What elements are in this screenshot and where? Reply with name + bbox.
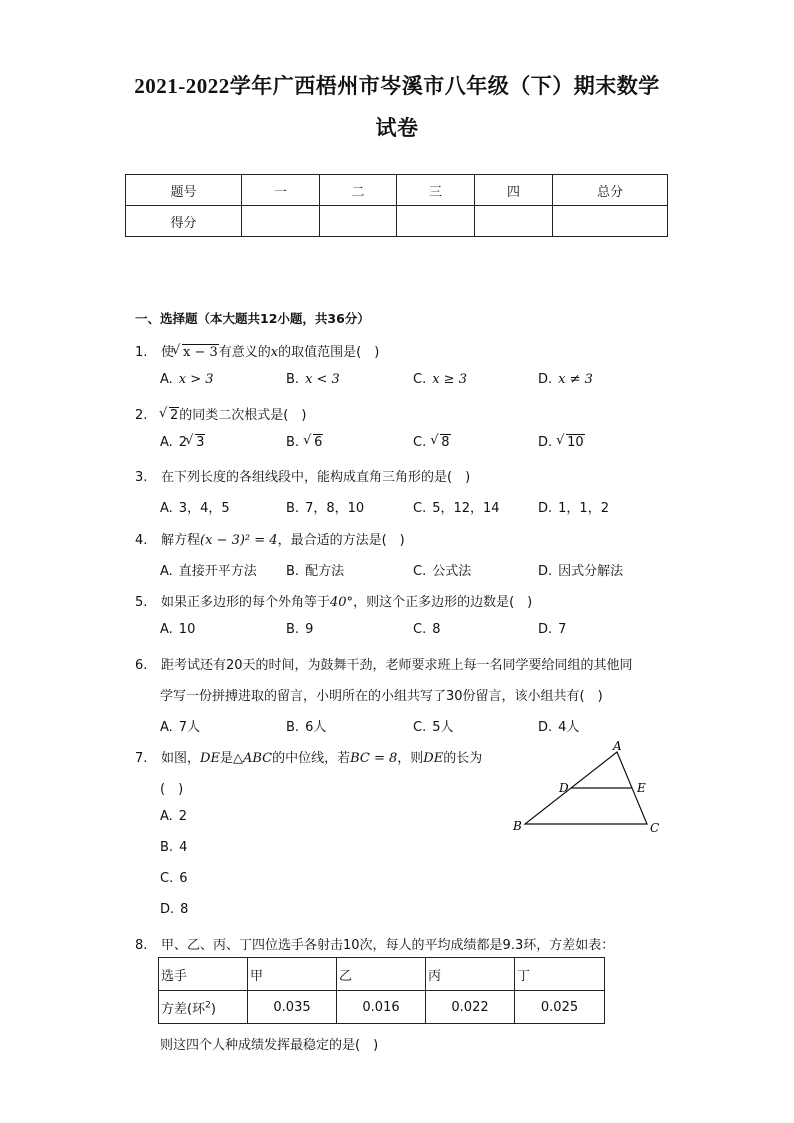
question-text: ，则这个正多边形的边数是( ) — [353, 595, 533, 610]
option-label: C. — [413, 720, 427, 735]
option-label: B. — [286, 501, 300, 516]
option-d[interactable] — [538, 716, 579, 735]
option-text: 7人 — [178, 720, 201, 735]
option-c[interactable] — [413, 560, 471, 579]
score-row-label: 得分 — [126, 206, 242, 237]
option-c[interactable] — [413, 435, 451, 450]
option-b[interactable] — [286, 560, 344, 579]
option-label: D. — [538, 501, 553, 516]
question-number: 3. — [135, 470, 148, 485]
option-a[interactable] — [160, 497, 230, 516]
option-label: A. — [160, 720, 173, 735]
option-label: C. — [413, 501, 427, 516]
option-text: 8 — [180, 902, 189, 917]
score-table-score-row — [126, 206, 668, 237]
option-b[interactable] — [286, 372, 340, 387]
question-text: ，则 — [397, 751, 424, 766]
option-text: 4人 — [558, 720, 580, 735]
option-label: D. — [160, 902, 175, 917]
option-text: 3，4，5 — [178, 501, 230, 516]
variance-table — [158, 957, 605, 1024]
option-label: B. — [286, 564, 300, 579]
triangle-figure — [505, 738, 675, 838]
option-d[interactable] — [538, 560, 623, 579]
question-number: 2. — [135, 408, 148, 423]
option-c[interactable] — [413, 716, 454, 735]
option-a[interactable] — [160, 809, 187, 824]
option-text: 8 — [432, 622, 441, 637]
variance-header-cell: 丙 — [426, 958, 515, 991]
option-label: A. — [160, 809, 173, 824]
score-header-cell: 题号 — [126, 175, 242, 206]
option-text: 7，8，10 — [305, 501, 365, 516]
score-cell — [397, 206, 475, 237]
question-text: 如图， — [161, 751, 201, 766]
option-text: x ≥ 3 — [432, 372, 467, 387]
question-number: 5. — [135, 595, 148, 610]
question-text: 如果正多边形的每个外角等于 — [161, 595, 331, 610]
variance-header-cell: 选手 — [159, 958, 248, 991]
variance-value-cell: 0.035 — [248, 991, 337, 1024]
question-text: 甲、乙、丙、丁四位选手各射击10次，每人的平均成绩都是9.3环，方差如表： — [161, 938, 615, 953]
variance-value-cell: 0.022 — [426, 991, 515, 1024]
vertex-label-c: C — [650, 821, 660, 835]
question-number: 8. — [135, 938, 148, 953]
row-label-close: ) — [210, 1001, 216, 1017]
question-number: 4. — [135, 533, 148, 548]
math-variable: ABC — [242, 751, 273, 766]
option-label: C. — [160, 871, 174, 886]
sqrt-expression — [174, 345, 219, 360]
variance-header-cell: 丁 — [515, 958, 605, 991]
radicand: x − 3 — [183, 345, 218, 360]
score-header-cell: 四 — [475, 175, 553, 206]
question-number: 6. — [135, 658, 148, 673]
question-text: 是△ — [219, 751, 243, 766]
vertex-label-d: D — [559, 781, 569, 795]
option-b[interactable] — [160, 840, 187, 855]
variance-value-row — [159, 991, 605, 1024]
option-a[interactable] — [160, 560, 257, 579]
paper-title-line-2: 试卷 — [375, 116, 419, 140]
sqrt-expression — [161, 408, 179, 423]
variance-value-cell: 0.016 — [337, 991, 426, 1024]
score-cell — [242, 206, 320, 237]
score-table — [125, 174, 668, 237]
score-cell — [320, 206, 397, 237]
question-6 — [135, 654, 633, 673]
option-label: B. — [160, 840, 174, 855]
score-header-cell: 一 — [242, 175, 320, 206]
option-text: 直接开平方法 — [178, 564, 257, 579]
option-c[interactable] — [160, 871, 188, 886]
option-text: 配方法 — [305, 564, 345, 579]
variance-row-label — [159, 991, 248, 1024]
question-text: 在下列长度的各组线段中，能构成直角三角形的是( ) — [161, 470, 471, 485]
option-c[interactable] — [413, 497, 500, 516]
sqrt-expression — [187, 435, 205, 450]
paper-title-line-1: 2021-2022学年广西梧州市岑溪市八年级（下）期末数学 — [134, 74, 660, 98]
radicand: 2 — [170, 408, 179, 423]
option-b[interactable] — [286, 497, 364, 516]
option-label: B. — [286, 720, 300, 735]
option-c[interactable] — [413, 622, 441, 637]
radicand: 6 — [314, 435, 323, 450]
option-d[interactable] — [538, 372, 593, 387]
option-label: C. — [413, 622, 427, 637]
question-7 — [135, 747, 482, 766]
question-text: 有意义的 — [218, 345, 271, 360]
option-d[interactable] — [538, 622, 566, 637]
question-1 — [135, 341, 379, 360]
sqrt-expression — [432, 435, 450, 450]
question-text: 距考试还有20天的时间，为鼓舞干劲，老师要求班上每一名同学要给同组的其他同 — [161, 658, 633, 673]
vertex-label-e: E — [637, 781, 646, 795]
option-label: B. — [286, 622, 300, 637]
score-table-header-row — [126, 175, 668, 206]
question-8 — [135, 934, 614, 953]
option-label: C. — [413, 435, 427, 450]
question-4 — [135, 529, 405, 548]
score-header-cell: 总分 — [553, 175, 668, 206]
option-text: 9 — [305, 622, 314, 637]
math-expression: BC = 8 — [350, 751, 398, 766]
option-a[interactable] — [160, 716, 200, 735]
vertex-label-b: B — [513, 819, 522, 833]
variance-header-cell: 甲 — [248, 958, 337, 991]
score-cell — [475, 206, 553, 237]
radicand: 10 — [567, 435, 584, 450]
option-text: 因式分解法 — [558, 564, 624, 579]
math-variable: x — [270, 345, 279, 360]
option-text: 公式法 — [432, 564, 472, 579]
option-label: D. — [538, 720, 553, 735]
question-text: ，最合适的方法是( ) — [277, 533, 405, 548]
variance-header-cell: 乙 — [337, 958, 426, 991]
question-number: 1. — [135, 345, 148, 360]
option-label: D. — [538, 372, 553, 387]
radicand: 8 — [441, 435, 450, 450]
option-text: 4 — [179, 840, 188, 855]
score-header-cell: 三 — [397, 175, 475, 206]
question-number: 7. — [135, 751, 148, 766]
score-cell — [553, 206, 668, 237]
question-3 — [135, 466, 470, 485]
sqrt-expression — [558, 435, 585, 450]
score-header-cell: 二 — [320, 175, 397, 206]
option-a[interactable] — [160, 622, 195, 637]
math-expression: 40° — [330, 595, 354, 610]
variance-value-cell: 0.025 — [515, 991, 605, 1024]
option-d[interactable] — [160, 902, 188, 917]
option-label: A. — [160, 622, 173, 637]
question-8-continued: 则这四个人种成绩发挥最稳定的是( ) — [160, 1038, 379, 1053]
option-c[interactable] — [413, 372, 467, 387]
question-text: 的长为 — [443, 751, 483, 766]
section-heading: 一、选择题（本大题共12小题，共36分） — [135, 311, 370, 326]
option-label: A. — [160, 564, 173, 579]
math-expression: (x − 3)² = 4 — [200, 533, 278, 548]
option-d[interactable] — [538, 497, 609, 516]
question-text: 的取值范围是( ) — [278, 345, 380, 360]
vertex-label-a: A — [613, 739, 622, 753]
option-text: 6人 — [305, 720, 327, 735]
option-b[interactable] — [286, 435, 323, 450]
option-text: 6 — [179, 871, 188, 886]
question-2 — [135, 404, 306, 423]
radicand: 3 — [196, 435, 205, 450]
question-text: 的同类二次根式是( ) — [179, 408, 307, 423]
option-text: x ≠ 3 — [558, 372, 593, 387]
option-a[interactable] — [160, 435, 205, 450]
sqrt-expression — [305, 435, 323, 450]
option-text: 7 — [558, 622, 567, 637]
option-text: x < 3 — [305, 372, 340, 387]
row-label-text: 方差(环 — [161, 1001, 206, 1017]
option-text: 5人 — [432, 720, 454, 735]
option-label: C. — [413, 564, 427, 579]
question-text: 解方程 — [161, 533, 201, 548]
option-label: D. — [538, 435, 553, 450]
option-coefficient: 2 — [178, 435, 188, 450]
option-label: A. — [160, 372, 173, 387]
option-b[interactable] — [286, 716, 326, 735]
option-d[interactable] — [538, 435, 585, 450]
math-variable: DE — [200, 751, 220, 766]
option-text: 5，12，14 — [432, 501, 500, 516]
question-7-continued: ( ) — [160, 782, 184, 797]
option-label: B. — [286, 435, 300, 450]
option-label: D. — [538, 564, 553, 579]
option-label: A. — [160, 435, 173, 450]
question-text: 的中位线，若 — [272, 751, 351, 766]
option-label: C. — [413, 372, 427, 387]
question-5 — [135, 591, 532, 610]
question-text: 使 — [161, 345, 175, 360]
option-label: B. — [286, 372, 300, 387]
option-label: D. — [538, 622, 553, 637]
variance-header-row — [159, 958, 605, 991]
option-text: 2 — [178, 809, 188, 824]
math-variable: DE — [423, 751, 444, 766]
option-text: x > 3 — [178, 372, 214, 387]
option-label: A. — [160, 501, 173, 516]
question-6-continued: 学写一份拼搏进取的留言，小明所在的小组共写了30份留言，该小组共有( ) — [160, 689, 603, 704]
option-a[interactable] — [160, 372, 214, 387]
option-text: 10 — [178, 622, 196, 637]
option-b[interactable] — [286, 622, 313, 637]
row-label-superscript: 2 — [205, 1000, 211, 1011]
option-text: 1，1，2 — [558, 501, 609, 516]
